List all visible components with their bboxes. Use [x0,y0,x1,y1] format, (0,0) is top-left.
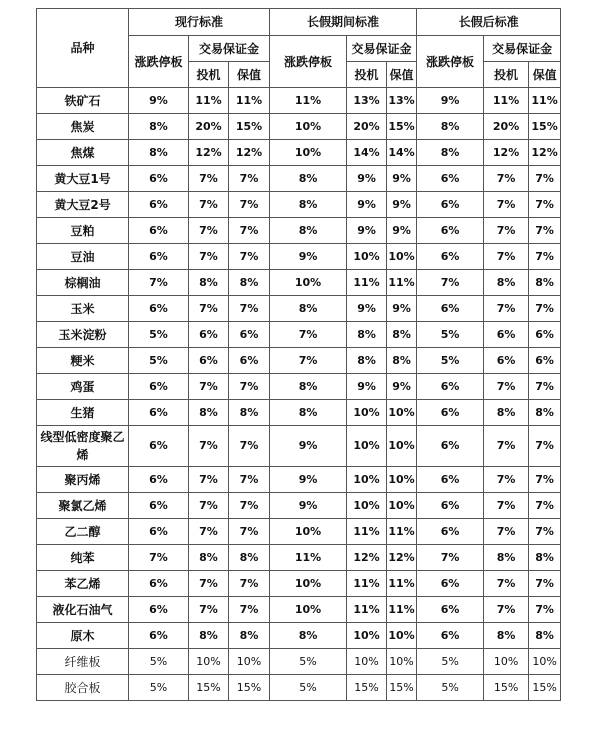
header-hedge: 保值 [529,62,561,88]
table-row [37,244,561,270]
current-speculation-cell: 12% [189,140,229,166]
holiday-limit-cell: 10% [270,114,347,140]
holiday-hedge-cell: 14% [387,140,417,166]
after-limit-cell: 6% [417,571,484,597]
holiday-limit-cell: 5% [270,649,347,675]
current-speculation-cell: 7% [189,519,229,545]
table-row [37,519,561,545]
current-limit-cell: 8% [129,140,189,166]
after-speculation-cell: 7% [484,571,529,597]
holiday-limit-cell: 8% [270,623,347,649]
table-row [37,675,561,701]
current-limit-cell: 6% [129,374,189,400]
holiday-speculation-cell: 14% [347,140,387,166]
after-speculation-cell: 8% [484,270,529,296]
current-hedge-cell: 7% [229,426,270,467]
after-speculation-cell: 6% [484,348,529,374]
holiday-speculation-cell: 11% [347,519,387,545]
holiday-speculation-cell: 9% [347,374,387,400]
table-row [37,467,561,493]
holiday-limit-cell: 8% [270,374,347,400]
header-speculation: 投机 [484,62,529,88]
after-hedge-cell: 8% [529,623,561,649]
after-limit-cell: 6% [417,374,484,400]
after-hedge-cell: 8% [529,270,561,296]
current-limit-cell: 6% [129,519,189,545]
holiday-speculation-cell: 11% [347,571,387,597]
after-speculation-cell: 7% [484,519,529,545]
holiday-limit-cell: 10% [270,140,347,166]
variety-name: 线型低密度聚乙烯 [37,426,129,467]
after-hedge-cell: 7% [529,571,561,597]
header-speculation: 投机 [347,62,387,88]
current-hedge-cell: 7% [229,166,270,192]
holiday-hedge-cell: 10% [387,426,417,467]
after-speculation-cell: 10% [484,649,529,675]
current-limit-cell: 6% [129,493,189,519]
variety-name: 豆粕 [37,218,129,244]
holiday-hedge-cell: 10% [387,623,417,649]
table-row [37,270,561,296]
table-row [37,296,561,322]
current-hedge-cell: 6% [229,322,270,348]
current-limit-cell: 6% [129,467,189,493]
table-row [37,374,561,400]
table-row [37,114,561,140]
after-limit-cell: 6% [417,218,484,244]
holiday-limit-cell: 11% [270,88,347,114]
after-hedge-cell: 7% [529,426,561,467]
table-row [37,545,561,571]
holiday-limit-cell: 8% [270,400,347,426]
after-speculation-cell: 7% [484,493,529,519]
holiday-speculation-cell: 15% [347,675,387,701]
holiday-limit-cell: 9% [270,244,347,270]
current-hedge-cell: 6% [229,348,270,374]
after-speculation-cell: 8% [484,400,529,426]
current-limit-cell: 6% [129,166,189,192]
holiday-limit-cell: 8% [270,166,347,192]
variety-name: 黄大豆1号 [37,166,129,192]
after-limit-cell: 7% [417,545,484,571]
holiday-hedge-cell: 9% [387,192,417,218]
after-hedge-cell: 7% [529,597,561,623]
holiday-hedge-cell: 10% [387,400,417,426]
after-hedge-cell: 11% [529,88,561,114]
holiday-limit-cell: 5% [270,675,347,701]
table-row [37,571,561,597]
current-hedge-cell: 7% [229,218,270,244]
header-variety: 品种 [37,9,129,88]
current-hedge-cell: 10% [229,649,270,675]
holiday-hedge-cell: 11% [387,597,417,623]
table-body [37,88,561,701]
table-row [37,597,561,623]
after-limit-cell: 6% [417,519,484,545]
current-speculation-cell: 7% [189,597,229,623]
current-hedge-cell: 7% [229,493,270,519]
variety-name: 聚氯乙烯 [37,493,129,519]
after-limit-cell: 6% [417,467,484,493]
holiday-limit-cell: 9% [270,467,347,493]
after-speculation-cell: 7% [484,467,529,493]
after-hedge-cell: 15% [529,675,561,701]
holiday-speculation-cell: 9% [347,218,387,244]
holiday-hedge-cell: 13% [387,88,417,114]
variety-name: 玉米淀粉 [37,322,129,348]
holiday-limit-cell: 11% [270,545,347,571]
variety-name: 液化石油气 [37,597,129,623]
holiday-speculation-cell: 11% [347,270,387,296]
current-limit-cell: 6% [129,296,189,322]
holiday-limit-cell: 7% [270,348,347,374]
current-speculation-cell: 7% [189,467,229,493]
table-row [37,348,561,374]
current-limit-cell: 5% [129,675,189,701]
holiday-hedge-cell: 9% [387,374,417,400]
header-hedge: 保值 [229,62,270,88]
holiday-hedge-cell: 10% [387,467,417,493]
table-row [37,493,561,519]
current-hedge-cell: 12% [229,140,270,166]
after-limit-cell: 8% [417,114,484,140]
current-speculation-cell: 7% [189,374,229,400]
after-hedge-cell: 7% [529,166,561,192]
current-limit-cell: 6% [129,623,189,649]
table-row [37,140,561,166]
after-hedge-cell: 7% [529,296,561,322]
current-speculation-cell: 7% [189,296,229,322]
table-row [37,166,561,192]
table-container [36,8,561,701]
variety-name: 聚丙烯 [37,467,129,493]
header-group-holiday: 长假期间标准 [270,9,417,36]
holiday-hedge-cell: 9% [387,218,417,244]
current-hedge-cell: 7% [229,597,270,623]
holiday-limit-cell: 10% [270,597,347,623]
current-speculation-cell: 7% [189,493,229,519]
holiday-speculation-cell: 10% [347,244,387,270]
after-speculation-cell: 8% [484,623,529,649]
variety-name: 焦炭 [37,114,129,140]
after-hedge-cell: 8% [529,400,561,426]
after-limit-cell: 6% [417,400,484,426]
current-hedge-cell: 7% [229,467,270,493]
after-hedge-cell: 7% [529,192,561,218]
current-speculation-cell: 8% [189,400,229,426]
table-row [37,400,561,426]
after-limit-cell: 7% [417,270,484,296]
table-row [37,426,561,467]
holiday-speculation-cell: 9% [347,296,387,322]
holiday-hedge-cell: 8% [387,348,417,374]
holiday-hedge-cell: 9% [387,166,417,192]
current-limit-cell: 7% [129,270,189,296]
table-row [37,649,561,675]
variety-name: 粳米 [37,348,129,374]
current-speculation-cell: 7% [189,192,229,218]
holiday-hedge-cell: 12% [387,545,417,571]
after-limit-cell: 6% [417,623,484,649]
holiday-speculation-cell: 10% [347,649,387,675]
variety-name: 鸡蛋 [37,374,129,400]
table-row [37,218,561,244]
header-margin: 交易保证金 [484,36,561,62]
header-group-current: 现行标准 [129,9,270,36]
after-limit-cell: 6% [417,244,484,270]
current-limit-cell: 5% [129,649,189,675]
current-speculation-cell: 7% [189,244,229,270]
after-limit-cell: 5% [417,675,484,701]
current-speculation-cell: 11% [189,88,229,114]
current-limit-cell: 6% [129,192,189,218]
current-hedge-cell: 7% [229,192,270,218]
holiday-hedge-cell: 15% [387,675,417,701]
holiday-hedge-cell: 10% [387,649,417,675]
after-hedge-cell: 7% [529,467,561,493]
variety-name: 胶合板 [37,675,129,701]
header-limit: 涨跌停板 [270,36,347,88]
holiday-speculation-cell: 8% [347,322,387,348]
current-hedge-cell: 7% [229,244,270,270]
current-speculation-cell: 10% [189,649,229,675]
current-limit-cell: 6% [129,571,189,597]
variety-name: 生猪 [37,400,129,426]
holiday-speculation-cell: 10% [347,426,387,467]
holiday-limit-cell: 9% [270,426,347,467]
holiday-speculation-cell: 9% [347,166,387,192]
holiday-hedge-cell: 11% [387,571,417,597]
variety-name: 棕榈油 [37,270,129,296]
header-margin: 交易保证金 [189,36,270,62]
holiday-speculation-cell: 8% [347,348,387,374]
current-hedge-cell: 11% [229,88,270,114]
holiday-hedge-cell: 11% [387,519,417,545]
holiday-limit-cell: 8% [270,192,347,218]
current-limit-cell: 7% [129,545,189,571]
after-speculation-cell: 7% [484,192,529,218]
after-speculation-cell: 12% [484,140,529,166]
after-limit-cell: 5% [417,348,484,374]
holiday-limit-cell: 7% [270,322,347,348]
current-speculation-cell: 8% [189,545,229,571]
current-limit-cell: 6% [129,218,189,244]
current-limit-cell: 6% [129,244,189,270]
after-hedge-cell: 7% [529,493,561,519]
current-speculation-cell: 7% [189,426,229,467]
holiday-speculation-cell: 13% [347,88,387,114]
after-hedge-cell: 10% [529,649,561,675]
after-hedge-cell: 8% [529,545,561,571]
after-limit-cell: 6% [417,296,484,322]
after-hedge-cell: 15% [529,114,561,140]
after-speculation-cell: 11% [484,88,529,114]
current-limit-cell: 5% [129,322,189,348]
after-speculation-cell: 7% [484,426,529,467]
holiday-hedge-cell: 8% [387,322,417,348]
current-hedge-cell: 15% [229,675,270,701]
current-limit-cell: 6% [129,400,189,426]
holiday-hedge-cell: 10% [387,244,417,270]
current-hedge-cell: 8% [229,270,270,296]
after-speculation-cell: 6% [484,322,529,348]
holiday-speculation-cell: 10% [347,623,387,649]
holiday-limit-cell: 10% [270,571,347,597]
holiday-hedge-cell: 11% [387,270,417,296]
after-speculation-cell: 7% [484,218,529,244]
after-speculation-cell: 15% [484,675,529,701]
current-speculation-cell: 7% [189,166,229,192]
after-speculation-cell: 7% [484,597,529,623]
after-speculation-cell: 20% [484,114,529,140]
variety-name: 玉米 [37,296,129,322]
holiday-speculation-cell: 9% [347,192,387,218]
current-hedge-cell: 7% [229,571,270,597]
variety-name: 豆油 [37,244,129,270]
current-speculation-cell: 15% [189,675,229,701]
table-row [37,192,561,218]
holiday-speculation-cell: 11% [347,597,387,623]
holiday-limit-cell: 10% [270,519,347,545]
after-speculation-cell: 7% [484,244,529,270]
header-limit: 涨跌停板 [129,36,189,88]
header-hedge: 保值 [387,62,417,88]
current-hedge-cell: 8% [229,400,270,426]
holiday-speculation-cell: 10% [347,400,387,426]
current-hedge-cell: 15% [229,114,270,140]
after-limit-cell: 5% [417,649,484,675]
current-speculation-cell: 6% [189,322,229,348]
variety-name: 铁矿石 [37,88,129,114]
current-speculation-cell: 8% [189,270,229,296]
variety-name: 乙二醇 [37,519,129,545]
current-limit-cell: 6% [129,597,189,623]
variety-name: 纯苯 [37,545,129,571]
after-limit-cell: 6% [417,493,484,519]
holiday-hedge-cell: 10% [387,493,417,519]
after-hedge-cell: 12% [529,140,561,166]
current-speculation-cell: 6% [189,348,229,374]
variety-name: 焦煤 [37,140,129,166]
current-speculation-cell: 8% [189,623,229,649]
after-hedge-cell: 7% [529,244,561,270]
after-hedge-cell: 7% [529,374,561,400]
current-speculation-cell: 20% [189,114,229,140]
current-limit-cell: 5% [129,348,189,374]
variety-name: 纤维板 [37,649,129,675]
after-hedge-cell: 6% [529,322,561,348]
header-margin: 交易保证金 [347,36,417,62]
holiday-hedge-cell: 9% [387,296,417,322]
current-speculation-cell: 7% [189,218,229,244]
holiday-speculation-cell: 20% [347,114,387,140]
table-row [37,322,561,348]
current-speculation-cell: 7% [189,571,229,597]
after-speculation-cell: 7% [484,296,529,322]
holiday-speculation-cell: 10% [347,493,387,519]
current-limit-cell: 6% [129,426,189,467]
current-hedge-cell: 7% [229,374,270,400]
after-speculation-cell: 8% [484,545,529,571]
after-limit-cell: 9% [417,88,484,114]
current-limit-cell: 8% [129,114,189,140]
after-limit-cell: 8% [417,140,484,166]
after-hedge-cell: 7% [529,519,561,545]
variety-name: 黄大豆2号 [37,192,129,218]
current-hedge-cell: 8% [229,623,270,649]
variety-name: 原木 [37,623,129,649]
after-speculation-cell: 7% [484,166,529,192]
current-hedge-cell: 7% [229,296,270,322]
margin-limit-table [36,8,561,701]
after-limit-cell: 6% [417,426,484,467]
holiday-limit-cell: 10% [270,270,347,296]
after-limit-cell: 6% [417,192,484,218]
after-limit-cell: 6% [417,597,484,623]
holiday-hedge-cell: 15% [387,114,417,140]
after-limit-cell: 5% [417,322,484,348]
holiday-limit-cell: 9% [270,493,347,519]
current-limit-cell: 9% [129,88,189,114]
holiday-limit-cell: 8% [270,296,347,322]
table-row [37,88,561,114]
header-group-after: 长假后标准 [417,9,561,36]
variety-name: 苯乙烯 [37,571,129,597]
after-hedge-cell: 7% [529,218,561,244]
holiday-limit-cell: 8% [270,218,347,244]
holiday-speculation-cell: 10% [347,467,387,493]
after-speculation-cell: 7% [484,374,529,400]
after-limit-cell: 6% [417,166,484,192]
header-speculation: 投机 [189,62,229,88]
current-hedge-cell: 7% [229,519,270,545]
table-row [37,623,561,649]
holiday-speculation-cell: 12% [347,545,387,571]
current-hedge-cell: 8% [229,545,270,571]
after-hedge-cell: 6% [529,348,561,374]
header-limit: 涨跌停板 [417,36,484,88]
